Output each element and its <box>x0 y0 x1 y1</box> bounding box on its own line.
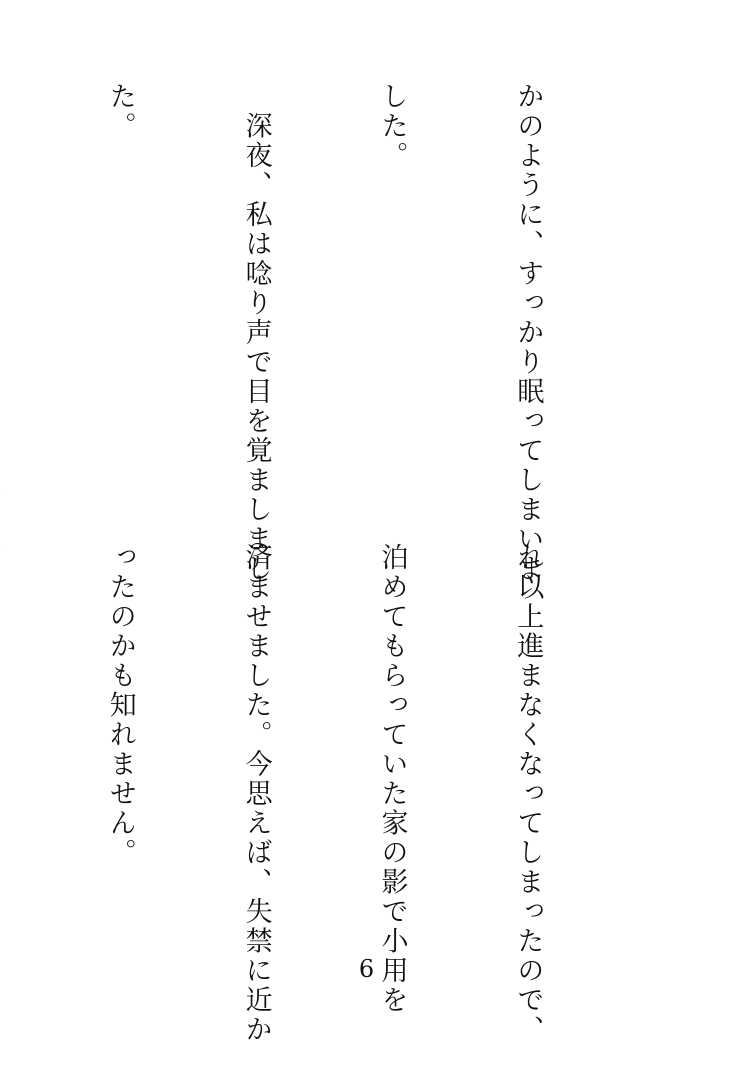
text-line: した。 <box>376 82 408 171</box>
text-line: 済ませました。今思えば、失禁に近か <box>240 543 272 1045</box>
text-line: かのように、すっかり眠ってしまいま <box>512 82 544 584</box>
text-line: 泊めてもらっていた家の影で小用を <box>376 543 408 1015</box>
text-line: た。 <box>104 82 136 141</box>
page-number: 6 <box>358 955 375 983</box>
text-line <box>0 82 7 502</box>
text-line <box>0 543 7 963</box>
text-line: れ以上進まなくなってしまったので、 <box>512 543 544 1045</box>
text-block-bottom <box>81 543 641 1045</box>
text-block-top <box>81 82 641 584</box>
text-line: ったのかも知れません。 <box>104 543 136 868</box>
text-line: 深夜、私は唸り声で目を覚ましまし <box>240 82 272 584</box>
